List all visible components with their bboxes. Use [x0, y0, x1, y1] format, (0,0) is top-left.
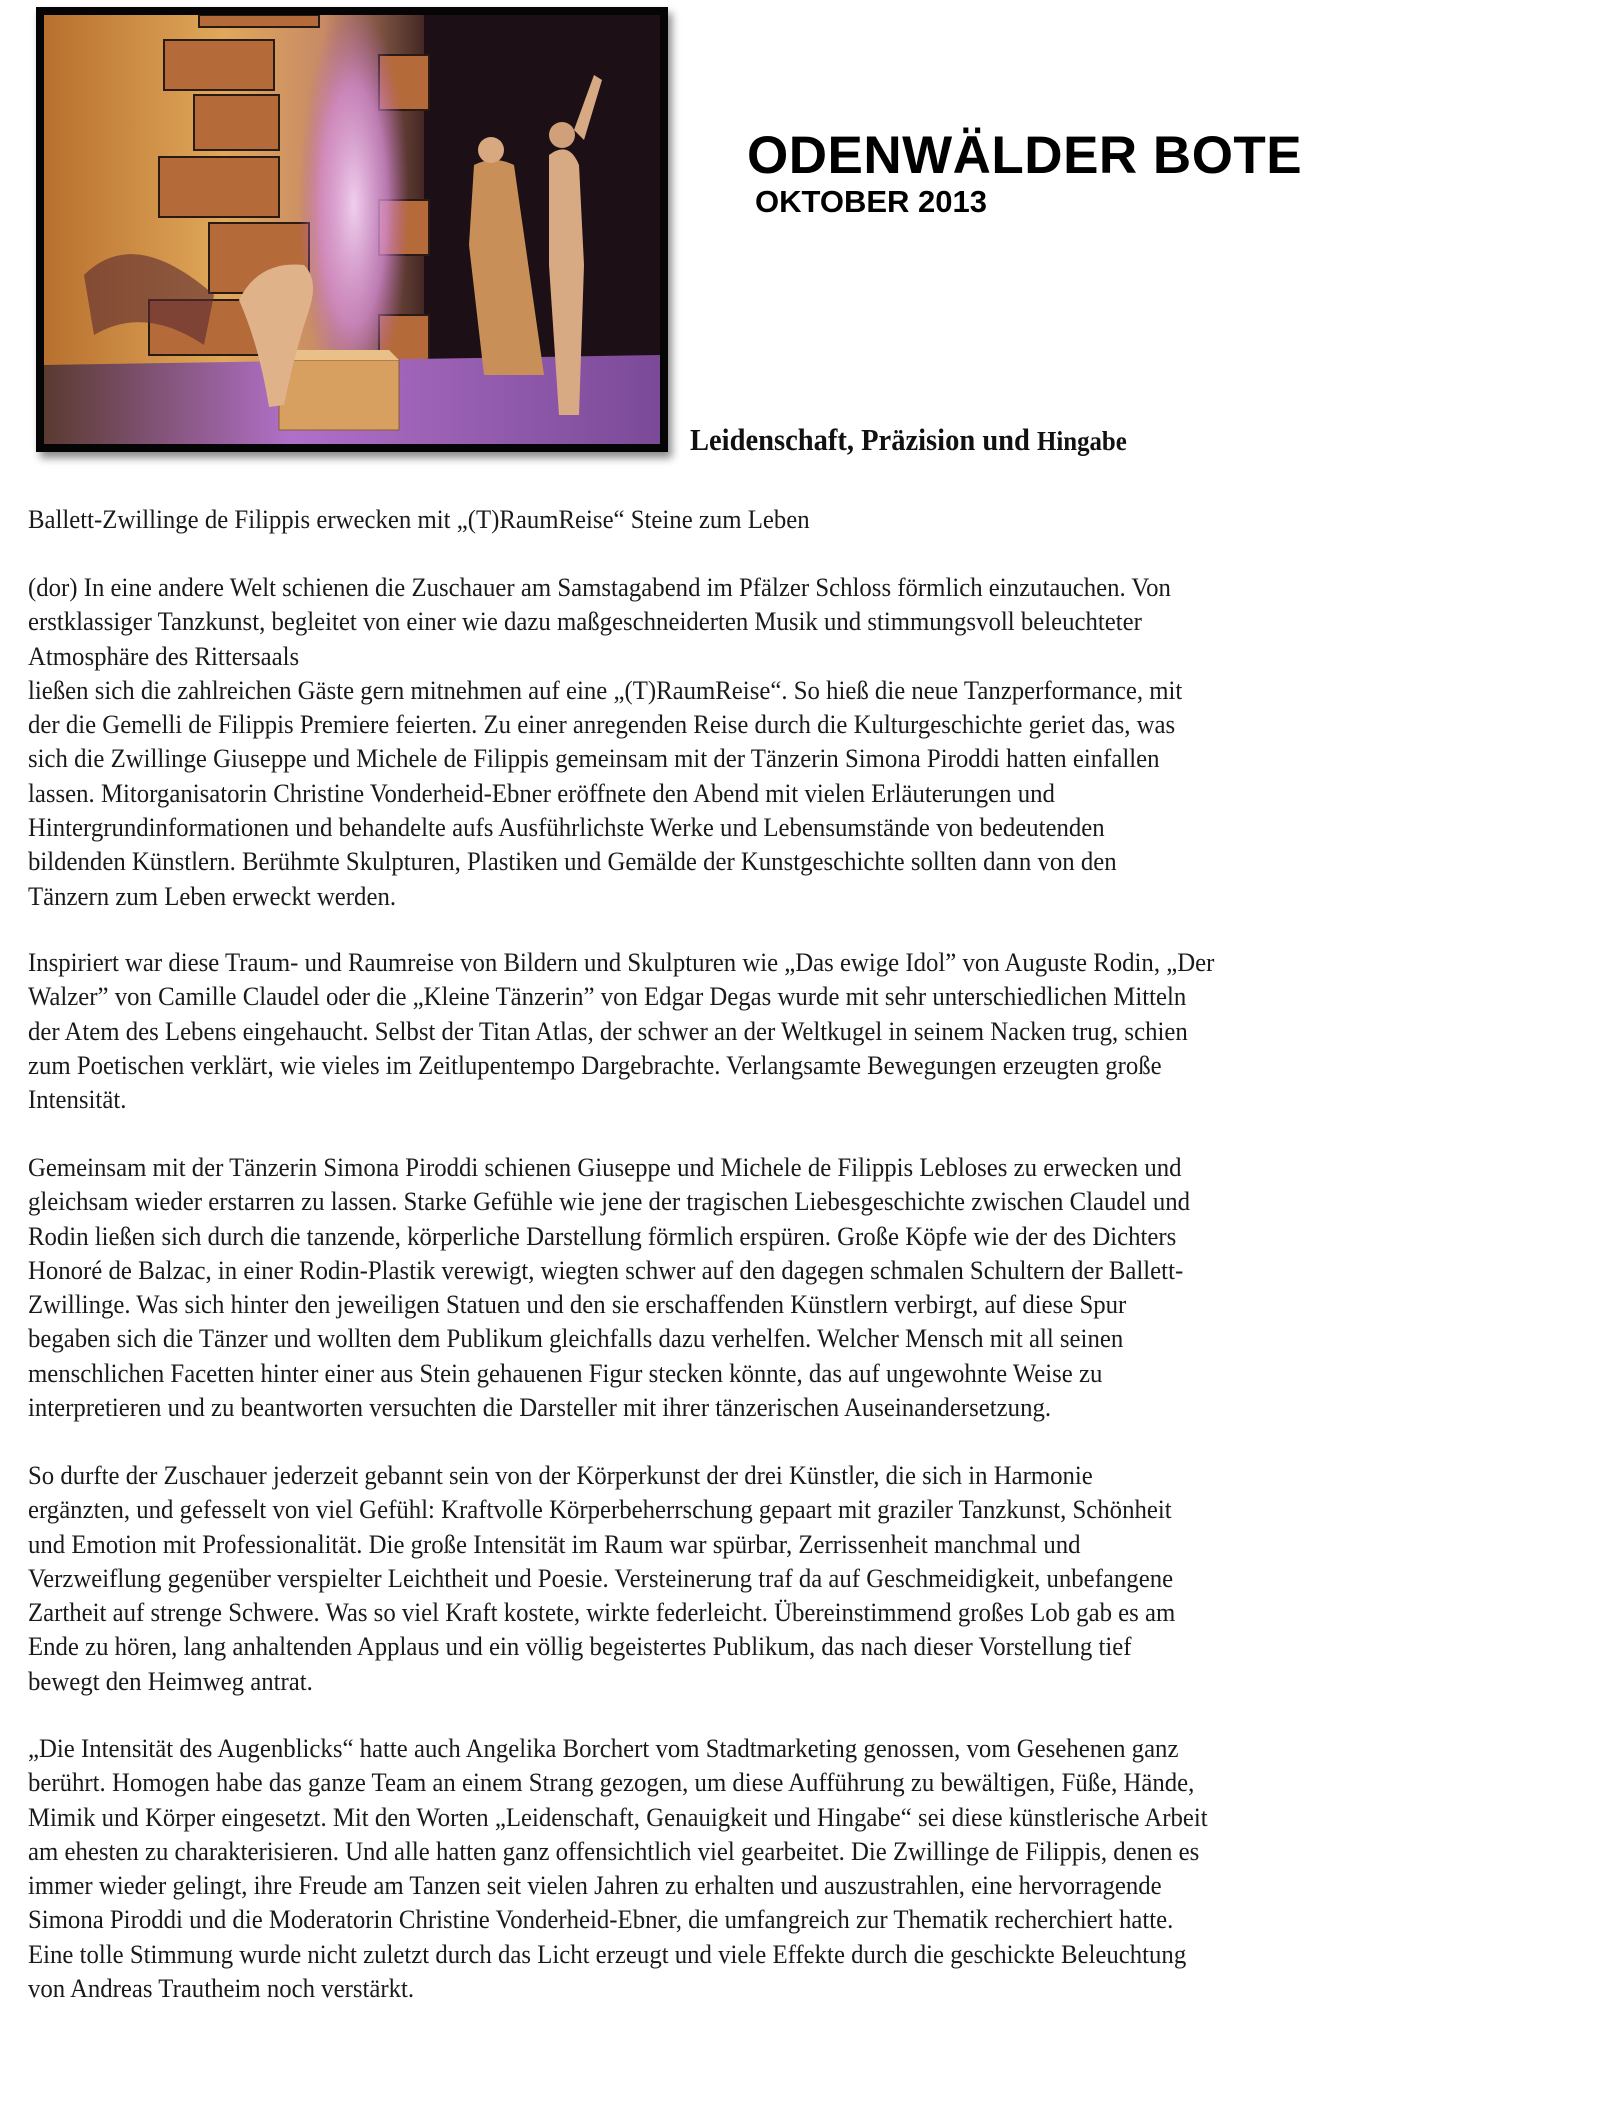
- text-line: Verzweiflung gegenüber verspielter Leichtheit und Poesie. Versteinerung traf da auf Geschmeidigkeit, unbefangene: [28, 1562, 1174, 1593]
- paragraph-5: [28, 1731, 1600, 2005]
- article-photo: [36, 7, 668, 452]
- issue-date: OKTOBER 2013: [755, 184, 988, 219]
- text-line: menschlichen Facetten hinter einer aus Stein gehauenen Figur stecken könnte, das auf ungewohnte Weise zu: [28, 1357, 1103, 1388]
- text-line: Ende zu hören, lang anhaltenden Applaus und ein völlig begeistertes Publikum, das nach dieser Vorstellung tief: [28, 1631, 1132, 1662]
- text-line: Gemeinsam mit der Tänzerin Simona Piroddi schienen Giuseppe und Michele de Filippis Lebloses zu erwecken und: [28, 1152, 1182, 1182]
- text-line: begaben sich die Tänzer und wollten dem Publikum gleichfalls dazu verhelfen. Welcher Mensch mit all seinen: [28, 1323, 1124, 1354]
- headline-last-word: Hingabe: [1037, 426, 1127, 456]
- text-line: Intensität.: [28, 1084, 127, 1115]
- text-line: ergänzten, und gefesselt von viel Gefühl: Kraftvolle Körperbeherrschung gepaart mit graziler Tanzkunst, Schönheit: [28, 1494, 1172, 1525]
- text-line: Honoré de Balzac, in einer Rodin-Plastik verewigt, wiegten schwer auf den dagegen schmalen Schultern der Ballett-: [28, 1254, 1184, 1285]
- text-line: Atmosphäre des Rittersaals: [28, 640, 300, 671]
- text-line: der die Gemelli de Filippis Premiere feierten. Zu einer anregenden Reise durch die Kulturgeschichte geriet das, was: [28, 709, 1176, 740]
- paragraph-2: [28, 945, 1600, 1116]
- text-line: Walzer” von Camille Claudel oder die „Kleine Tänzerin” von Edgar Degas wurde mit sehr unterschiedlichen Mitteln: [28, 981, 1187, 1012]
- text-line: Rodin ließen sich durch die tanzende, körperliche Darstellung förmlich erspüren. Große Köpfe wie der des Dichters: [28, 1220, 1177, 1251]
- text-line: bildenden Künstlern. Berühmte Skulpturen, Plastiken und Gemälde der Kunstgeschichte sollten dann von den: [28, 846, 1117, 877]
- text-line: So durfte der Zuschauer jederzeit gebannt sein von der Körperkunst der drei Künstler, die sich in Harmonie: [28, 1460, 1093, 1490]
- text-line: am ehesten zu charakterisieren. Und alle hatten ganz offensichtlich viel gearbeitet. Die Zwillinge de Filippis, denen es: [28, 1835, 1200, 1866]
- text-line: berührt. Homogen habe das ganze Team an einem Strang gezogen, um diese Aufführung zu bewältigen, Füße, Hände,: [28, 1767, 1195, 1798]
- article-headline: [690, 421, 1127, 460]
- text-line: (dor) In eine andere Welt schienen die Zuschauer am Samstagabend im Pfälzer Schloss förmlich einzutauchen. Von: [28, 572, 1171, 602]
- text-line: erstklassiger Tanzkunst, begleitet von einer wie dazu maßgeschneiderten Musik und stimmungsvoll beleuchteter: [28, 606, 1142, 637]
- text-line: gleichsam wieder erstarren zu lassen. Starke Gefühle wie jene der tragischen Liebesgeschichte zwischen Claudel und: [28, 1186, 1191, 1217]
- newspaper-title: ODENWÄLDER BOTE: [747, 126, 1303, 185]
- text-line: Hintergrundinformationen und behandelte aufs Ausführlichste Werke und Lebensumstände von bedeutenden: [28, 812, 1105, 843]
- paragraph-1: [28, 570, 1600, 913]
- subtitle-line: Ballett-Zwillinge de Filippis erwecken mit „(T)RaumReise“ Steine zum Leben: [28, 504, 810, 534]
- paragraph-4: [28, 1458, 1600, 1698]
- text-line: Mimik und Körper eingesetzt. Mit den Worten „Leidenschaft, Genauigkeit und Hingabe“ sei diese künstlerische Arbeit: [28, 1801, 1208, 1832]
- text-line: ließen sich die zahlreichen Gäste gern mitnehmen auf eine „(T)RaumReise“. So hieß die neue Tanzperformance, mit: [28, 674, 1183, 705]
- paragraph-3: [28, 1150, 1600, 1424]
- text-line: Simona Piroddi und die Moderatorin Christine Vonderheid-Ebner, die umfangreich zur Thematik recherchiert hatte.: [28, 1904, 1174, 1935]
- text-line: von Andreas Trautheim noch verstärkt.: [28, 1973, 415, 2004]
- text-line: Zwillinge. Was sich hinter den jeweiligen Statuen und den sie erschaffenden Künstlern verbirgt, auf diese Spur: [28, 1289, 1127, 1320]
- text-line: Eine tolle Stimmung wurde nicht zuletzt durch das Licht erzeugt und viele Effekte durch die geschickte Beleuchtung: [28, 1938, 1187, 1969]
- text-line: Inspiriert war diese Traum- und Raumreise von Bildern und Skulpturen wie „Das ewige Idol” von Auguste Rodin, „Der: [28, 947, 1215, 977]
- text-line: und Emotion mit Professionalität. Die große Intensität im Raum war spürbar, Zerrissenheit manchmal und: [28, 1528, 1081, 1559]
- text-line: zum Poetischen verklärt, wie vieles im Zeitlupentempo Dargebrachte. Verlangsamte Bewegungen erzeugten große: [28, 1049, 1162, 1080]
- text-line: Zartheit auf strenge Schwere. Was so viel Kraft kostete, wirkte federleicht. Übereinstimmend großes Lob gab es am: [28, 1597, 1176, 1628]
- text-line: bewegt den Heimweg antrat.: [28, 1665, 313, 1696]
- text-line: sich die Zwillinge Giuseppe und Michele de Filippis gemeinsam mit der Tänzerin Simona Piroddi hatten einfallen: [28, 743, 1160, 774]
- text-line: Tänzern zum Leben erweckt werden.: [28, 880, 397, 911]
- text-line: lassen. Mitorganisatorin Christine Vonderheid-Ebner eröffnete den Abend mit vielen Erläuterungen und: [28, 777, 1055, 808]
- article-subtitle: [28, 502, 1600, 536]
- text-line: „Die Intensität des Augenblicks“ hatte auch Angelika Borchert vom Stadtmarketing genossen, vom Gesehenen ganz: [28, 1733, 1179, 1763]
- headline-main: Leidenschaft, Präzision und: [690, 422, 1038, 457]
- text-line: interpretieren und zu beantworten versuchten die Darsteller mit ihrer tänzerischen Auseinandersetzung.: [28, 1392, 1052, 1423]
- text-line: immer wieder gelingt, ihre Freude am Tanzen seit vielen Jahren zu erhalten und auszustrahlen, eine hervorragende: [28, 1870, 1162, 1901]
- text-line: der Atem des Lebens eingehaucht. Selbst der Titan Atlas, der schwer an der Weltkugel in seinem Nacken trug, schien: [28, 1015, 1188, 1046]
- dance-performance-photo-icon: [44, 15, 660, 444]
